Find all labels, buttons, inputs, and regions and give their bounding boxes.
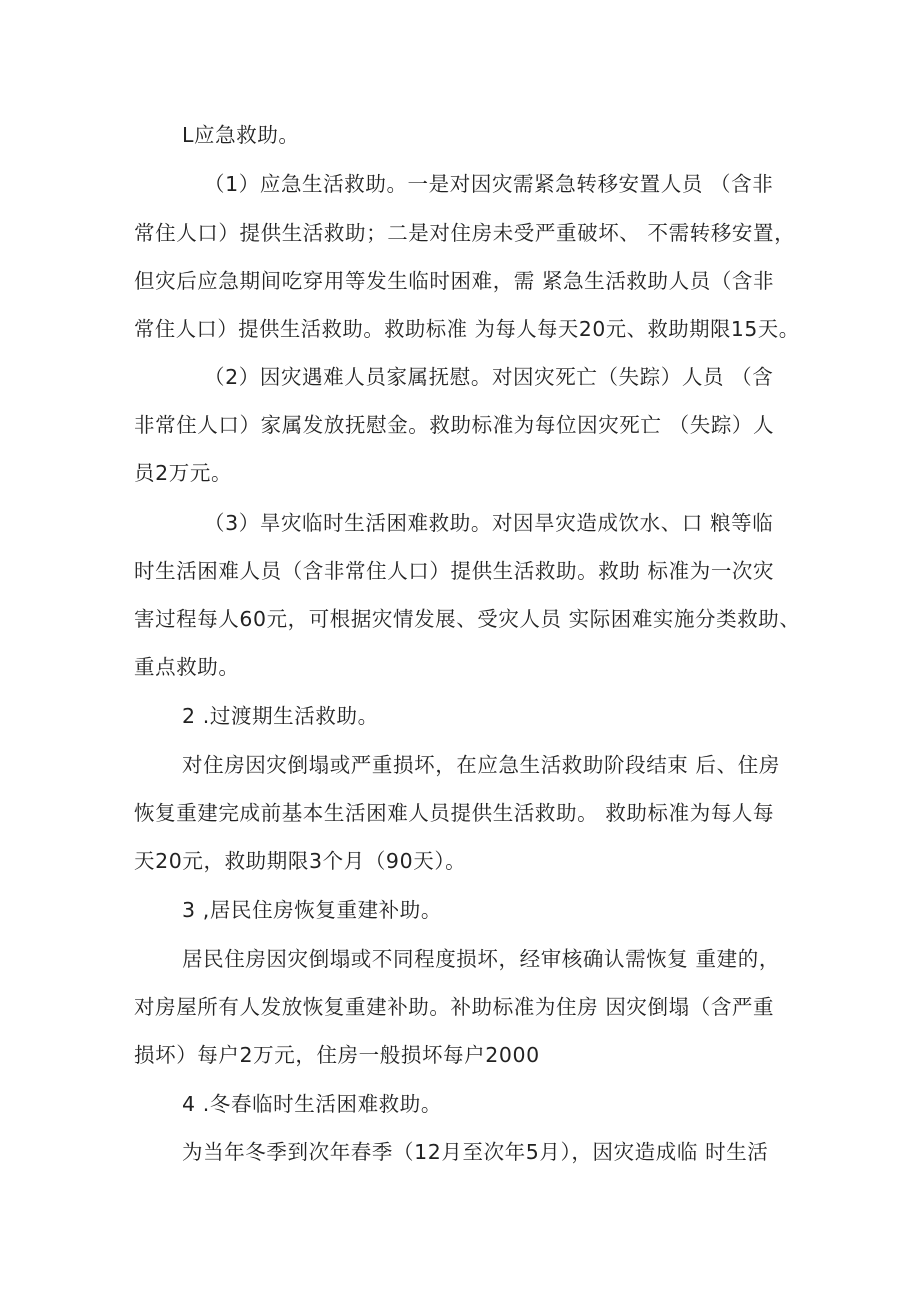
paragraph-line: 常住人口）提供生活救助。救助标准 为每人每天20元、救助期限15天。 xyxy=(134,317,800,341)
paragraph-line: 居民住房因灾倒塌或不同程度损坏，经审核确认需恢复 重建的， xyxy=(182,947,780,971)
paragraph-line: （2）因灾遇难人员家属抚慰。对因灾死亡（失踪）人员 （含 xyxy=(204,365,774,389)
paragraph-line: （1）应急生活救助。一是对因灾需紧急转移安置人员 （含非 xyxy=(204,172,774,196)
paragraph-line: 但灾后应急期间吃穿用等发生临时困难，需 紧急生活救助人员（含非 xyxy=(134,269,775,293)
paragraph-line: 重点救助。 xyxy=(134,655,240,679)
paragraph-line: 为当年冬季到次年春季（12月至次年5月），因灾造成临 时生活 xyxy=(182,1140,769,1164)
paragraph-line: 常住人口）提供生活救助；二是对住房未受严重破坏、 不需转移安置， xyxy=(134,221,796,245)
paragraph-line: 恢复重建完成前基本生活困难人员提供生活救助。 救助标准为每人每 xyxy=(134,801,775,825)
paragraph-line: 员2万元。 xyxy=(134,461,233,485)
paragraph-line: 损坏）每户2万元，住房一般损坏每户2000 xyxy=(134,1043,540,1067)
paragraph-line: 时生活困难人员（含非常住人口）提供生活救助。救助 标准为一次灾 xyxy=(134,559,775,583)
paragraph-line: 对房屋所有人发放恢复重建补助。补助标准为住房 因灾倒塌（含严重 xyxy=(134,995,775,1019)
paragraph-line: 害过程每人60元，可根据灾情发展、受灾人员 实际困难实施分类救助、 xyxy=(134,607,801,631)
heading-winter-spring-relief: 4 .冬春临时生活困难救助。 xyxy=(182,1092,442,1116)
heading-emergency-relief: L应急救助。 xyxy=(182,123,300,147)
paragraph-line: （3）旱灾临时生活困难救助。对因旱灾造成饮水、口 粮等临 xyxy=(204,511,774,535)
paragraph-line: 非常住人口）家属发放抚慰金。救助标准为每位因灾死亡 （失踪）人 xyxy=(134,413,775,437)
heading-transition-relief: 2 .过渡期生活救助。 xyxy=(182,704,379,728)
paragraph-line: 天20元，救助期限3个月（90天）。 xyxy=(134,849,467,873)
paragraph-line: 对住房因灾倒塌或严重损坏，在应急生活救助阶段结束 后、住房 xyxy=(182,753,780,777)
heading-housing-reconstruction: 3 ,居民住房恢复重建补助。 xyxy=(182,898,442,922)
